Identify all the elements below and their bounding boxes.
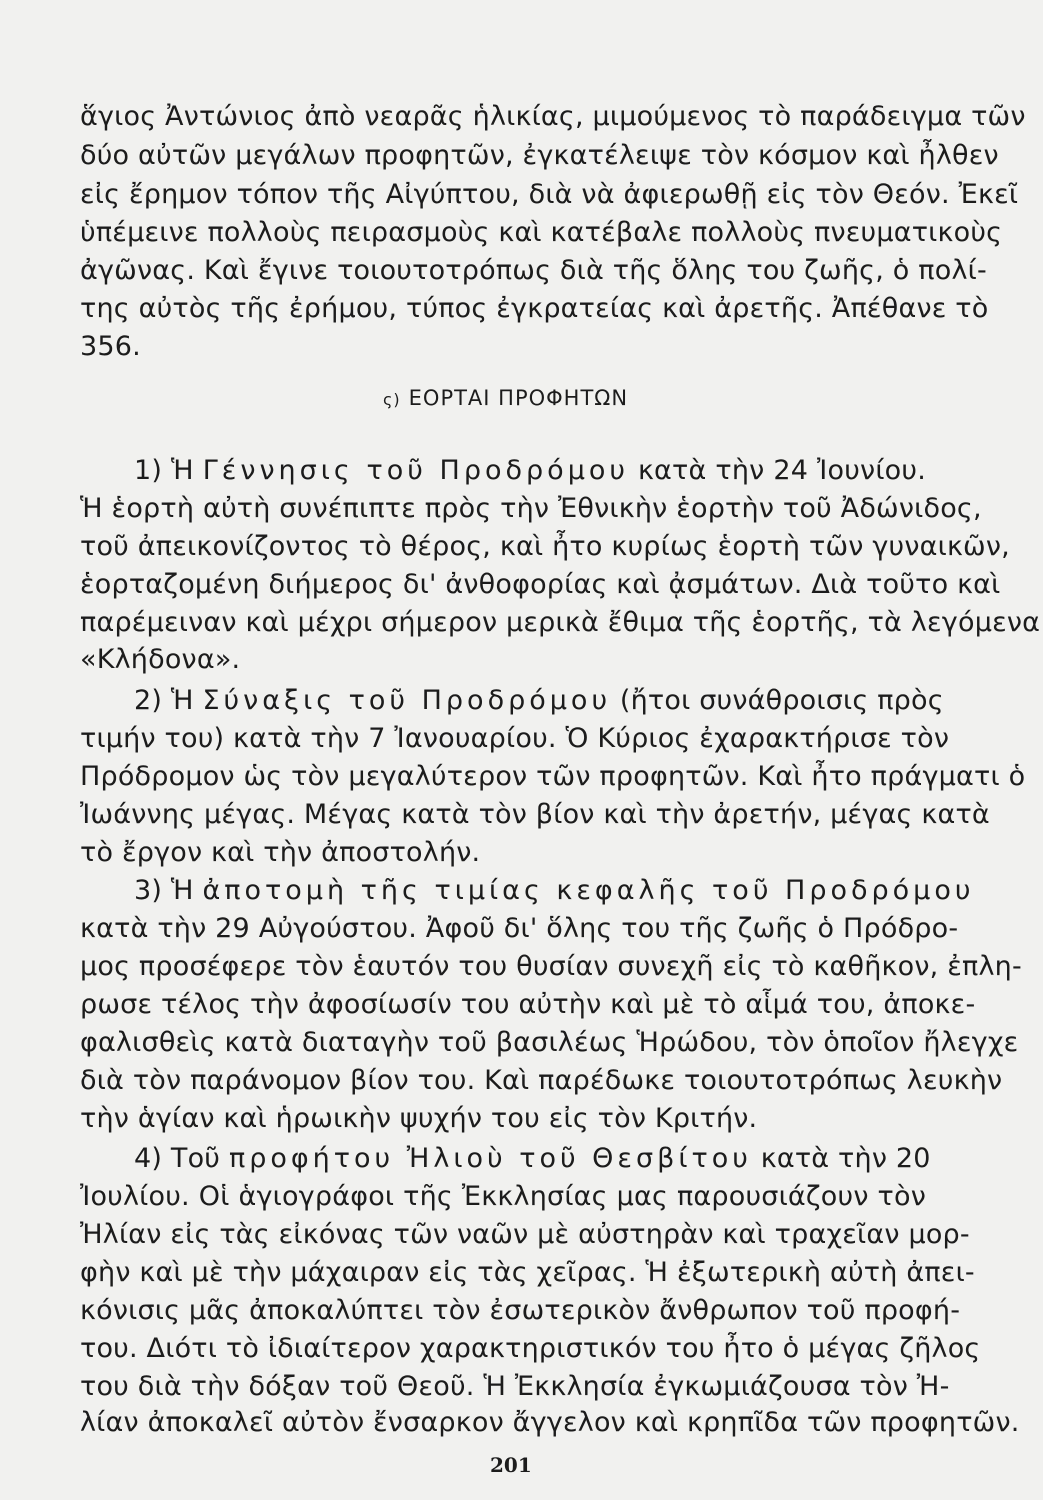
page-number: 201: [490, 1453, 532, 1477]
feast3-line-5: φαλισθεὶς κατὰ διαταγὴν τοῦ βασιλέως Ἡρώδου, τὸν ὁποῖον ἤλεγχε: [80, 1027, 1019, 1058]
feast4-line-3: Ἠλίαν εἰς τὰς εἰκόνας τῶν ναῶν μὲ αὐστηρὰν καὶ τραχεῖαν μορ-: [80, 1219, 970, 1250]
feast4-line-1: [134, 1142, 931, 1176]
intro-line-6: της αὐτὸς τῆς ἐρήμου, τύπος ἐγκρατείας καὶ ἀρετῆς. Ἀπέθανε τὸ: [80, 293, 989, 324]
feast1-line-2: Ἡ ἑορτὴ αὐτὴ συνέπιπτε πρὸς τὴν Ἐθνικὴν ἑορτὴν τοῦ Ἀδώνιδος,: [80, 493, 982, 524]
feast1-number: 1) Ἡ: [134, 455, 194, 486]
feast4-line-4: φὴν καὶ μὲ τὴν μάχαιραν εἰς τὰς χεῖρας. Ἡ ἐξωτερικὴ αὐτὴ ἀπει-: [80, 1257, 975, 1288]
feast4-line-5: κόνισις μᾶς ἀποκαλύπτει τὸν ἐσωτερικὸν ἄνθρωπον τοῦ προφή-: [80, 1295, 961, 1326]
section-title: ΕΟΡΤΑΙ ΠΡΟΦΗΤΩΝ: [408, 386, 629, 410]
feast2-note: (ἤτοι συνάθροισις πρὸς: [619, 685, 944, 716]
feast3-number: 3) Ἡ: [134, 875, 194, 906]
feast2-line-1: [134, 684, 944, 718]
feast1-line-6: «Κλήδονα».: [80, 644, 241, 675]
feast3-line-4: ρωσε τέλος τὴν ἀφοσίωσίν του αὐτὴν καὶ μὲ τὸ αἷμά του, ἀποκε-: [80, 989, 976, 1020]
feast3-line-6: διὰ τὸν παράνομον βίον του. Καὶ παρέδωκε τοιουτοτρόπως λευκὴν: [80, 1065, 1003, 1096]
section-number: ς): [383, 390, 401, 409]
feast4-date: κατὰ τὴν 20: [760, 1143, 931, 1174]
feast3-line-3: μος προσέφερε τὸν ἑαυτόν του θυσίαν συνεχῆ εἰς τὸ καθῆκον, ἐπλη-: [80, 951, 1022, 982]
intro-line-5: ἀγῶνας. Καὶ ἔγινε τοιουτοτρόπως διὰ τῆς ὅλης του ζωῆς, ὁ πολί-: [80, 255, 987, 286]
feast4-line-2: Ἰουλίου. Οἱ ἁγιογράφοι τῆς Ἐκκλησίας μας παρουσιάζουν τὸν: [80, 1181, 926, 1212]
intro-line-3: εἰς ἔρημον τόπον τῆς Αἰγύπτου, διὰ νὰ ἀφιερωθῇ εἰς τὸν Θεόν. Ἐκεῖ: [80, 179, 1019, 210]
feast2-number: 2) Ἡ: [134, 685, 194, 716]
feast1-line-3: τοῦ ἀπεικονίζοντος τὸ θέρος, καὶ ἦτο κυρίως ἑορτὴ τῶν γυναικῶν,: [80, 531, 1010, 562]
intro-line-2: δύο αὐτῶν μεγάλων προφητῶν, ἐγκατέλειψε τὸν κόσμον καὶ ἦλθεν: [80, 140, 999, 171]
section-heading: [383, 384, 628, 414]
feast1-name: Γέννησις τοῦ Προδρόμου: [202, 455, 630, 486]
feast3-line-2: κατὰ τὴν 29 Αὐγούστου. Ἀφοῦ δι' ὅλης του τῆς ζωῆς ὁ Πρόδρο-: [80, 913, 959, 944]
feast4-line-6: του. Διότι τὸ ἰδιαίτερον χαρακτηριστικόν του ἦτο ὁ μέγας ζῆλος: [80, 1333, 981, 1364]
feast3-name: ἀποτομὴ τῆς τιμίας κεφαλῆς τοῦ Προδρόμου: [202, 875, 975, 906]
feast4-line-7: του διὰ τὴν δόξαν τοῦ Θεοῦ. Ἡ Ἐκκλησία ἐγκωμιάζουσα τὸν Ἠ-: [80, 1371, 950, 1402]
feast1-date: κατὰ τὴν 24 Ἰουνίου.: [637, 455, 926, 486]
feast4-line-8: λίαν ἀποκαλεῖ αὐτὸν ἔνσαρκον ἄγγελον καὶ κρηπῖδα τῶν προφητῶν.: [80, 1407, 1020, 1438]
intro-line-7: 356.: [80, 331, 141, 362]
feast4-number: 4) Τοῦ: [134, 1143, 221, 1174]
feast3-line-1: [134, 874, 975, 908]
feast2-line-4: Ἰωάννης μέγας. Μέγας κατὰ τὸν βίον καὶ τὴν ἀρετήν, μέγας κατὰ: [80, 799, 990, 830]
intro-line-4: ὑπέμεινε πολλοὺς πειρασμοὺς καὶ κατέβαλε πολλοὺς πνευματικοὺς: [80, 217, 1003, 248]
feast2-name: Σύναξις τοῦ Προδρόμου: [202, 685, 612, 716]
feast1-line-1: [134, 454, 926, 488]
intro-line-1: ἅγιος Ἀντώνιος ἀπὸ νεαρᾶς ἡλικίας, μιμούμενος τὸ παράδειγμα τῶν: [80, 101, 1026, 132]
feast1-line-4: ἑορταζομένη διήμερος δι' ἀνθοφορίας καὶ ᾀσμάτων. Διὰ τοῦτο καὶ: [80, 569, 1001, 600]
feast3-line-7: τὴν ἁγίαν καὶ ἡρωικὴν ψυχήν του εἰς τὸν Κριτήν.: [80, 1103, 758, 1134]
feast2-line-5: τὸ ἔργον καὶ τὴν ἀποστολήν.: [80, 837, 481, 868]
feast2-line-2: τιμήν του) κατὰ τὴν 7 Ἰανουαρίου. Ὁ Κύριος ἐχαρακτήρισε τὸν: [80, 723, 950, 754]
feast4-name: προφήτου Ἠλιοὺ τοῦ Θεσβίτου: [228, 1143, 752, 1174]
feast2-line-3: Πρόδρομον ὡς τὸν μεγαλύτερον τῶν προφητῶν. Καὶ ἦτο πράγματι ὁ: [80, 761, 1026, 792]
feast1-line-5: παρέμειναν καὶ μέχρι σήμερον μερικὰ ἔθιμα τῆς ἑορτῆς, τὰ λεγόμενα: [80, 607, 1041, 638]
